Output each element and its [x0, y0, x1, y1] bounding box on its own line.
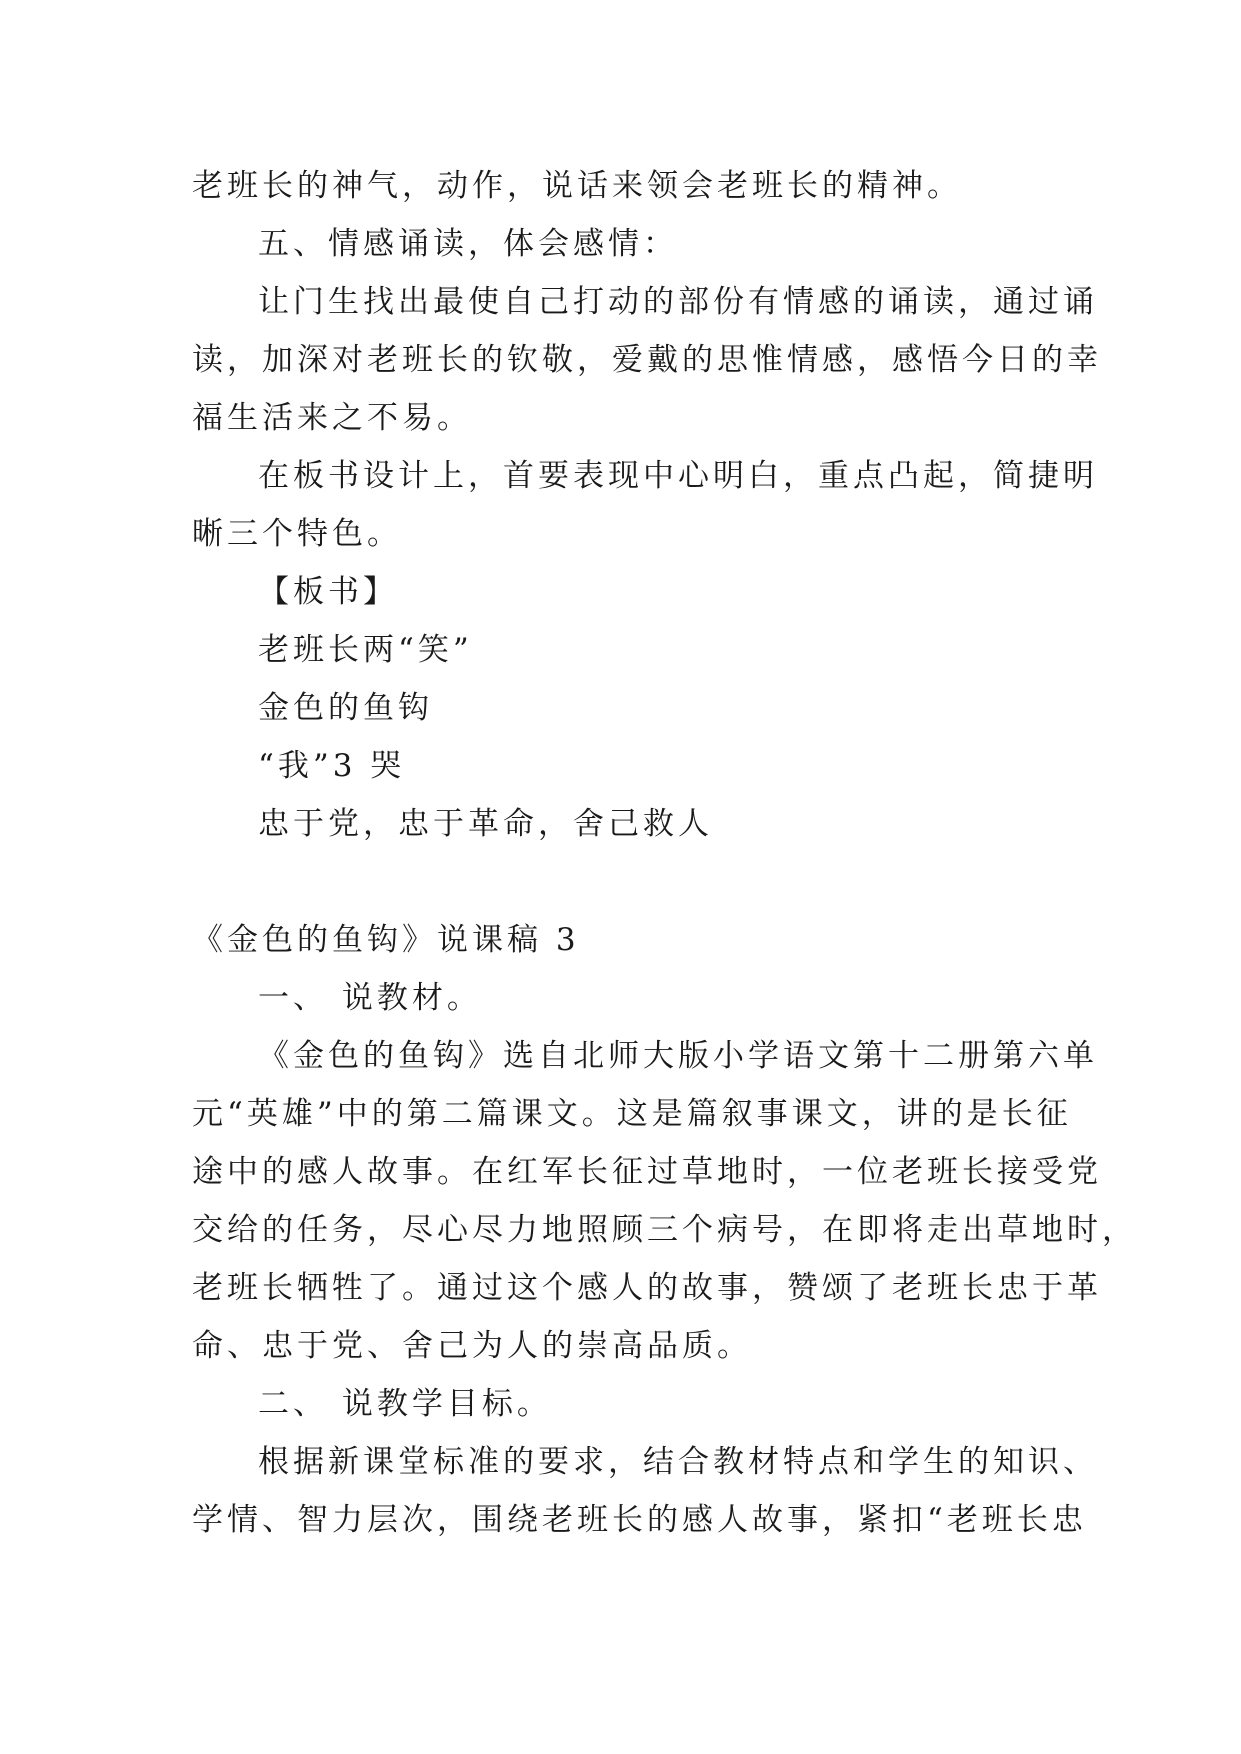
- paragraph-line: 交给的任务，尽心尽力地照顾三个病号，在即将走出草地时，: [192, 1212, 1137, 1248]
- paragraph-line: 命、忠于党、舍己为人的崇高品质。: [192, 1328, 752, 1364]
- paragraph-line: 读，加深对老班长的钦敬，爱戴的思惟情感，感悟今日的幸: [192, 342, 1102, 378]
- paragraph-line: 学情、智力层次，围绕老班长的感人故事，紧扣“老班长忠: [192, 1502, 1087, 1538]
- section-heading: 二、 说教学目标。: [258, 1386, 552, 1422]
- paragraph-line: 老班长的神气，动作，说话来领会老班长的精神。: [192, 168, 962, 204]
- paragraph-line: 《金色的鱼钩》选自北师大版小学语文第十二册第六单: [258, 1038, 1098, 1074]
- board-heading: 【板书】: [258, 574, 398, 610]
- board-item: “我”3 哭: [258, 748, 406, 784]
- board-item: 忠于党，忠于革命，舍己救人: [258, 806, 713, 842]
- board-item: 金色的鱼钩: [258, 690, 433, 726]
- paragraph-line: 晰三个特色。: [192, 516, 402, 552]
- document-title: 《金色的鱼钩》说课稿 3: [192, 922, 580, 958]
- paragraph-line: 老班长牺牲了。通过这个感人的故事，赞颂了老班长忠于革: [192, 1270, 1102, 1306]
- paragraph-line: 元“英雄”中的第二篇课文。这是篇叙事课文，讲的是长征: [192, 1096, 1072, 1132]
- paragraph-line: 让门生找出最使自己打动的部份有情感的诵读，通过诵: [258, 284, 1098, 320]
- paragraph-line: 根据新课堂标准的要求，结合教材特点和学生的知识、: [258, 1444, 1098, 1480]
- section-heading: 五、情感诵读，体会感情：: [258, 226, 678, 262]
- paragraph-line: 福生活来之不易。: [192, 400, 472, 436]
- paragraph-line: 在板书设计上，首要表现中心明白，重点凸起，简捷明: [258, 458, 1098, 494]
- section-heading: 一、 说教材。: [258, 980, 482, 1016]
- paragraph-line: 途中的感人故事。在红军长征过草地时，一位老班长接受党: [192, 1154, 1102, 1190]
- board-item: 老班长两“笑”: [258, 632, 473, 668]
